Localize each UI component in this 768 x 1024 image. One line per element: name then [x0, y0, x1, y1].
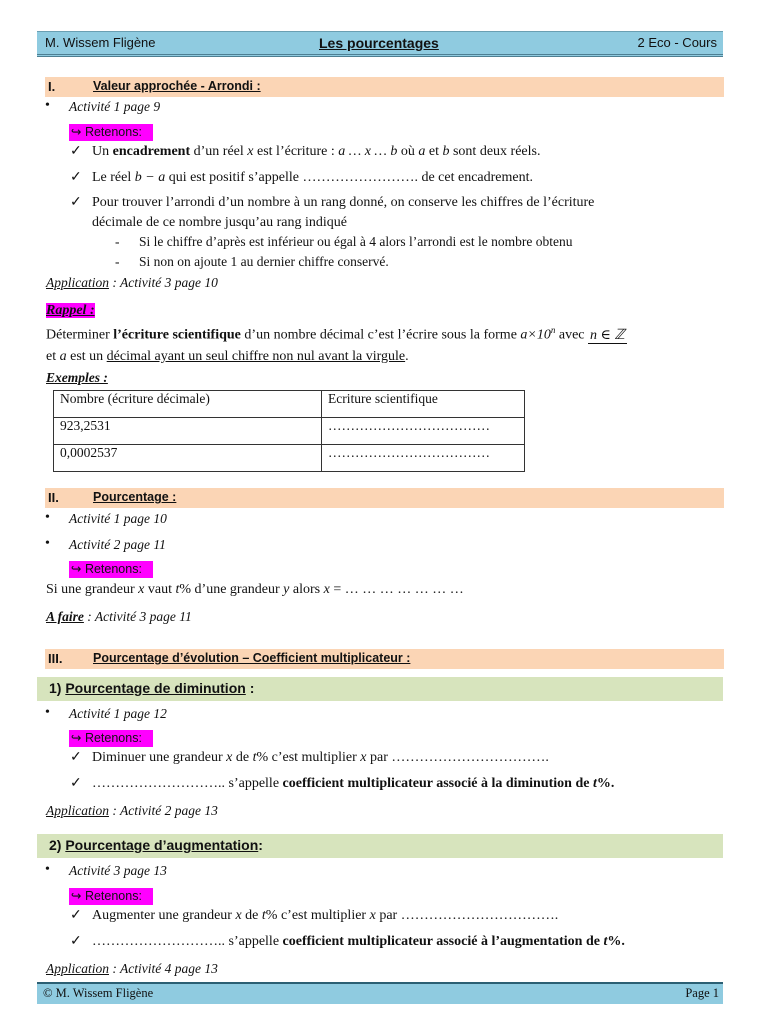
- activity-item: Activité 1 page 12: [69, 706, 167, 721]
- afaire-line: A faire : Activité 3 page 11: [46, 609, 192, 624]
- section-title: Pourcentage d’évolution – Coefficient multiplicateur :: [93, 651, 411, 665]
- section-ii-banner: [45, 488, 724, 508]
- arrondi-case-2: Si non on ajoute 1 au dernier chiffre conservé.: [139, 254, 389, 269]
- check-icon: ✓: [70, 776, 82, 791]
- subsection-title: 1) Pourcentage de diminution :: [49, 680, 255, 696]
- header-class: 2 Eco - Cours: [637, 35, 717, 50]
- header-author: M. Wissem Fligène: [45, 35, 156, 50]
- augmentation-rule: Augmenter une grandeur x de t% c’est multiplier x par …………………………….: [92, 908, 559, 923]
- bullet-icon: •: [45, 862, 50, 877]
- encadrement-definition: Un encadrement d’un réel x est l’écriture : a … x … b où a et b sont deux réels.: [92, 144, 541, 159]
- dash-marker: -: [115, 254, 120, 269]
- retenons-badge: ↪ Retenons:: [69, 888, 153, 905]
- section-number: I.: [48, 79, 56, 94]
- section-number: III.: [48, 651, 63, 666]
- rappel-label: Rappel :: [46, 303, 95, 318]
- application-line: Application : Activité 3 page 10: [46, 275, 218, 290]
- section-number: II.: [48, 490, 59, 505]
- augmentation-coefficient: ……………………….. s’appelle coefficient multiplicateur associé à l’augmentation de t%.: [92, 934, 625, 949]
- table-header-row: [54, 391, 525, 418]
- footer-copyright: © M. Wissem Fligène: [43, 986, 154, 1000]
- footer-page-number: Page 1: [685, 986, 719, 1000]
- bullet-icon: •: [45, 705, 50, 720]
- diminution-rule: Diminuer une grandeur x de t% c’est multiplier x par …………………………….: [92, 750, 549, 765]
- table-row: [54, 445, 525, 472]
- footer-bar: [37, 982, 723, 1004]
- table-row: [54, 418, 525, 445]
- check-icon: ✓: [70, 908, 82, 923]
- table-header-cell: Ecriture scientifique: [322, 391, 525, 418]
- header-bar: [37, 31, 723, 57]
- page-title: Les pourcentages: [319, 35, 439, 51]
- section-title: Valeur approchée - Arrondi :: [93, 79, 261, 93]
- table-cell: ………………………………: [322, 418, 525, 445]
- dash-marker: -: [115, 234, 120, 249]
- examples-table: [53, 390, 525, 472]
- bullet-icon: •: [45, 536, 50, 551]
- check-icon: ✓: [70, 750, 82, 765]
- retenons-badge: ↪ Retenons:: [69, 561, 153, 578]
- section-i-banner: [45, 77, 724, 97]
- exemples-label: Exemples :: [46, 370, 108, 385]
- retenons-badge: ↪ Retenons:: [69, 730, 153, 747]
- bullet-icon: •: [45, 510, 50, 525]
- activity-item: Activité 1 page 9: [69, 99, 161, 114]
- retenons-badge: ↪ Retenons:: [69, 124, 153, 141]
- arrondi-rule-line1: Pour trouver l’arrondi d’un nombre à un rang donné, on conserve les chiffres de l’écriture: [92, 195, 595, 210]
- activity-item: Activité 2 page 11: [69, 537, 166, 552]
- section-iii-banner: [45, 649, 724, 669]
- table-cell: 923,2531: [54, 418, 322, 445]
- diminution-coefficient: ……………………….. s’appelle coefficient multiplicateur associé à la diminution de t%.: [92, 776, 615, 791]
- activity-item: Activité 1 page 10: [69, 511, 167, 526]
- application-line: Application : Activité 2 page 13: [46, 803, 218, 818]
- subsection-1-banner: [37, 677, 723, 701]
- check-icon: ✓: [70, 170, 82, 185]
- check-icon: ✓: [70, 195, 82, 210]
- table-cell: 0,0002537: [54, 445, 322, 472]
- rappel-line-2: et a est un décimal ayant un seul chiffre non nul avant la virgule.: [46, 349, 409, 364]
- application-line: Application : Activité 4 page 13: [46, 961, 218, 976]
- check-icon: ✓: [70, 144, 82, 159]
- arrondi-case-1: Si le chiffre d’après est inférieur ou égal à 4 alors l’arrondi est le nombre obtenu: [139, 234, 573, 249]
- bullet-icon: •: [45, 98, 50, 113]
- table-header-cell: Nombre (écriture décimale): [54, 391, 322, 418]
- section-title: Pourcentage :: [93, 490, 177, 504]
- subsection-2-banner: [37, 834, 723, 858]
- arrondi-rule-line2: décimale de ce nombre jusqu’au rang indiqué: [92, 215, 348, 230]
- rappel-line-1: Déterminer l’écriture scientifique d’un nombre décimal c’est l’écrire sous la forme $a\times 10^n$ avec n ∈ ℤ: [46, 325, 625, 343]
- check-icon: ✓: [70, 934, 82, 949]
- pourcentage-rule: Si une grandeur x vaut t% d’une grandeur y alors x = … … … … … … …: [46, 582, 464, 597]
- amplitude-definition: Le réel b − a qui est positif s’appelle ……………………. de cet encadrement.: [92, 170, 533, 185]
- activity-item: Activité 3 page 13: [69, 863, 167, 878]
- table-cell: ………………………………: [322, 445, 525, 472]
- subsection-title: 2) Pourcentage d’augmentation:: [49, 837, 263, 853]
